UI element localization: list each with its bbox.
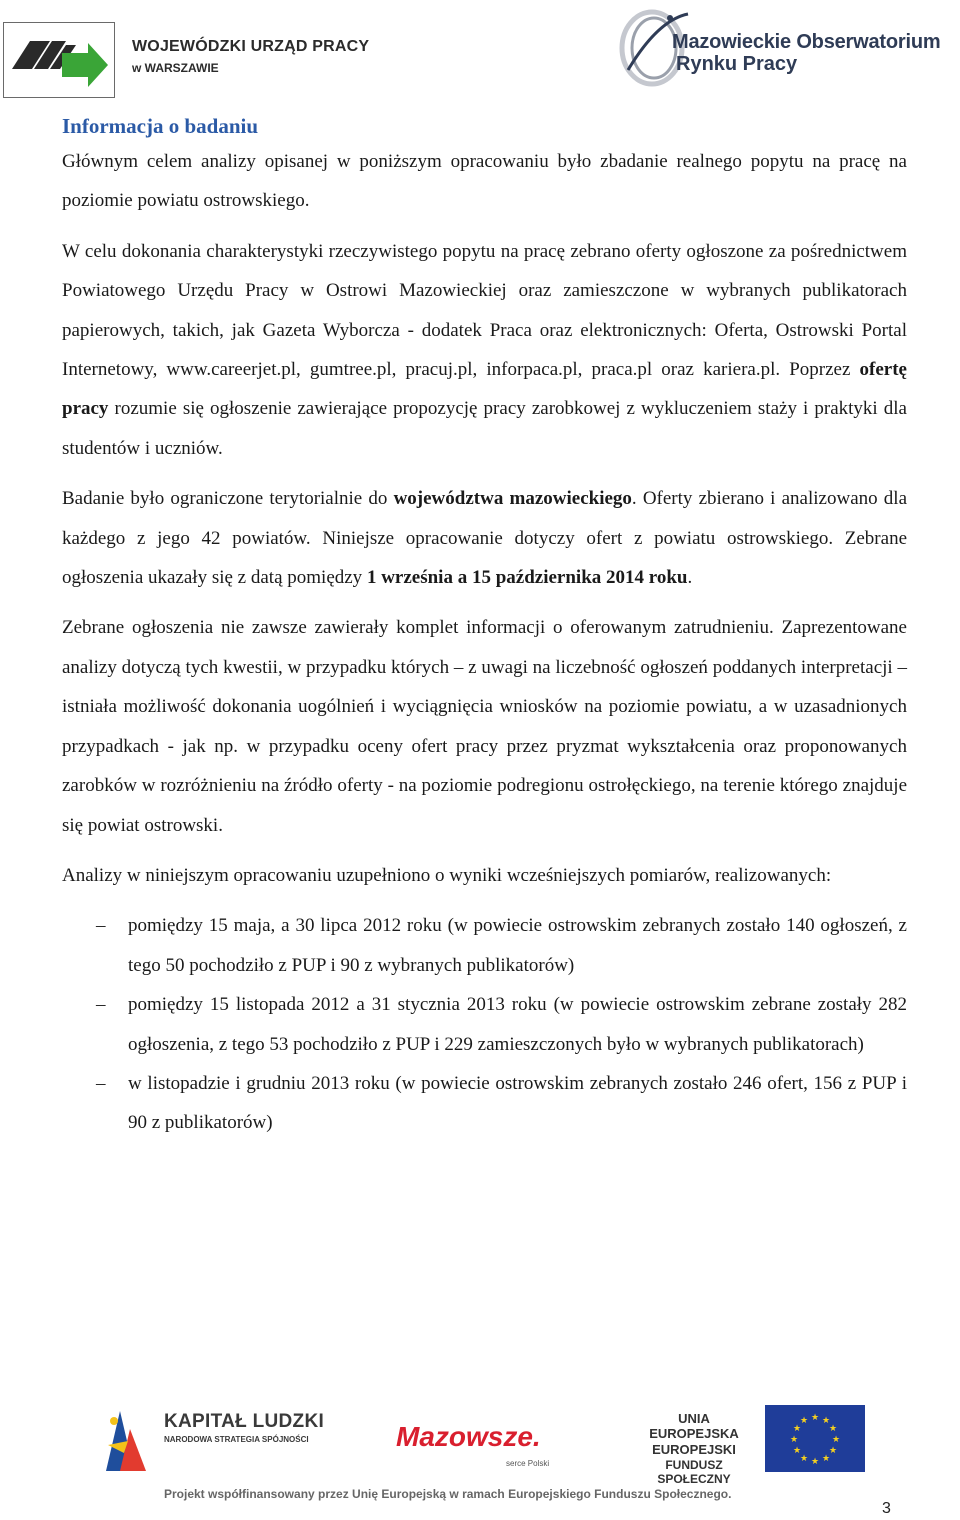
svg-text:★: ★	[828, 1424, 838, 1434]
svg-text:★: ★	[828, 1446, 838, 1456]
eu-line1: UNIA EUROPEJSKA	[649, 1411, 739, 1441]
paragraph-scope	[62, 479, 907, 597]
svg-text:★: ★	[789, 1435, 799, 1445]
paragraph-method-b: rozumie się ogłoszenie zawierające propozycję pracy zarobkowej z wykluczeniem staży i praktyki dla studentów i uczniów.	[62, 398, 907, 459]
list-marker: –	[96, 915, 106, 937]
paragraph-method-bold: ofertę pracy	[62, 359, 907, 420]
kapital-ludzki-line2: NARODOWA STRATEGIA SPÓJNOŚCI	[164, 1435, 309, 1444]
eu-text	[638, 1411, 750, 1486]
svg-text:★: ★	[821, 1416, 831, 1426]
mazowsze-tagline: serce Polski	[506, 1459, 550, 1468]
paragraph-scope-bold-dates: 1 września a 15 października 2014 roku	[366, 567, 688, 589]
mazowsze-logo: Mazowsze.	[396, 1421, 541, 1452]
list-item-text: w listopadzie i grudniu 2013 roku (w powiecie ostrowskim zebranych zostało 246 ofert, 156 z PUP i 90 z publikatorów)	[128, 1072, 907, 1134]
paragraph-scope-b: . Oferty zbierano i analizowano dla każdego z jego 42 powiatów. Niniejsze opracowanie dotyczy ofert z powiatu ostrowskiego. Zebrane ogłoszenia ukazały się z datą pomiędzy	[62, 488, 908, 589]
svg-text:★: ★	[831, 1435, 841, 1445]
wup-logo-text	[132, 38, 369, 75]
svg-text:★: ★	[821, 1454, 831, 1464]
kapital-ludzki-icon	[100, 1401, 158, 1477]
svg-text:★: ★	[810, 1457, 820, 1467]
list-item	[62, 1064, 907, 1143]
list-marker: –	[96, 1072, 106, 1094]
document-body	[62, 110, 907, 1143]
list-marker: –	[96, 994, 106, 1016]
list-item	[62, 906, 907, 985]
kapital-ludzki-text	[164, 1411, 324, 1444]
svg-text:★: ★	[792, 1446, 802, 1456]
eu-line3: FUNDUSZ SPOŁECZNY	[657, 1458, 731, 1486]
paragraph-previous: Analizy w niniejszym opracowaniu uzupełniono o wyniki wcześniejszych pomiarów, realizowanych:	[62, 864, 832, 886]
kapital-ludzki-line1: KAPITAŁ LUDZKI	[164, 1411, 325, 1432]
footer-logos	[100, 1395, 865, 1510]
eu-line2: EUROPEJSKI	[652, 1442, 736, 1457]
wup-logo-line2: w WARSZAWIE	[132, 61, 219, 75]
svg-text:★: ★	[810, 1413, 820, 1423]
paragraph-scope-c: .	[687, 567, 693, 589]
eu-flag-icon	[765, 1405, 865, 1472]
page-number: 3	[882, 1500, 891, 1517]
paragraph-scope-bold-region: województwa mazowieckiego	[393, 488, 632, 510]
paragraph-method	[62, 232, 907, 468]
paragraph-limitations: Zebrane ogłoszenia nie zawsze zawierały komplet informacji o oferowanym zatrudnieniu. Zaprezentowane analizy dotyczą tych kwestii, w przypadku których – z uwagi na liczebność ogłoszeń poddanych interpretacji – istniała możliwość dokonania uogólnień i wyciągnięcia wniosków na poziomie powiatu, a w uzasadnionych przypadkach - jak np. w przypadku oceny ofert pracy przez pryzmat wykształcenia oraz proponowanych zarobków w rozróżnieniu na źródło oferty - na poziomie podregionu ostrołęckiego, na terenie którego znajduje się powiat ostrowski.	[62, 617, 907, 836]
cofinancing-note: Projekt współfinansowany przez Unię Europejską w ramach Europejskiego Funduszu Społecznego.	[164, 1487, 732, 1501]
previous-measurements-list	[62, 906, 907, 1142]
list-item-text: pomiędzy 15 listopada 2012 a 31 stycznia 2013 roku (w powiecie ostrowskim zebrane zostały 282 ogłoszenia, z tego 53 pochodziło z PUP i 229 zamieszczonych było w wybranych publikatorach)	[128, 994, 907, 1055]
paragraph-goal: Głównym celem analizy opisanej w poniższym opracowaniu było zbadanie realnego popytu na pracę na poziomie powiatu ostrowskiego.	[62, 151, 907, 212]
mor-logo-line1: Mazowieckie Obserwatorium	[672, 31, 941, 53]
wup-logo-icon	[4, 23, 114, 97]
list-item	[62, 985, 907, 1064]
svg-text:★: ★	[799, 1416, 809, 1426]
wup-logo-line1: WOJEWÓDZKI URZĄD PRACY	[132, 38, 370, 55]
paragraph-scope-a: Badanie było ograniczone terytorialnie do	[62, 488, 394, 510]
section-heading: Informacja o badaniu	[62, 114, 259, 138]
svg-text:★: ★	[792, 1424, 802, 1434]
mor-logo-text	[672, 31, 940, 75]
list-item-text: pomiędzy 15 maja, a 30 lipca 2012 roku (w powiecie ostrowskim zebranych zostało 140 ogłoszeń, z tego 50 pochodziło z PUP i 90 z wybranych publikatorów)	[128, 915, 907, 976]
mor-logo-line2: Rynku Pracy	[676, 53, 798, 75]
paragraph-method-a: W celu dokonania charakterystyki rzeczywistego popytu na pracę zebrano oferty ogłoszone za pośrednictwem Powiatowego Urzędu Pracy w Ostrowi Mazowieckiej oraz zamieszczone w wybranych publikatorach papierowych, takich, jak Gazeta Wyborcza - dodatek Praca oraz elektronicznych: Oferta, Ostrowski Portal Internetowy, www.careerjet.pl, gumtree.pl, pracuj.pl, inforpaca.pl, praca.pl oraz kariera.pl. Poprzez	[62, 240, 907, 381]
wup-logo-box	[3, 22, 115, 98]
svg-text:★: ★	[799, 1454, 809, 1464]
